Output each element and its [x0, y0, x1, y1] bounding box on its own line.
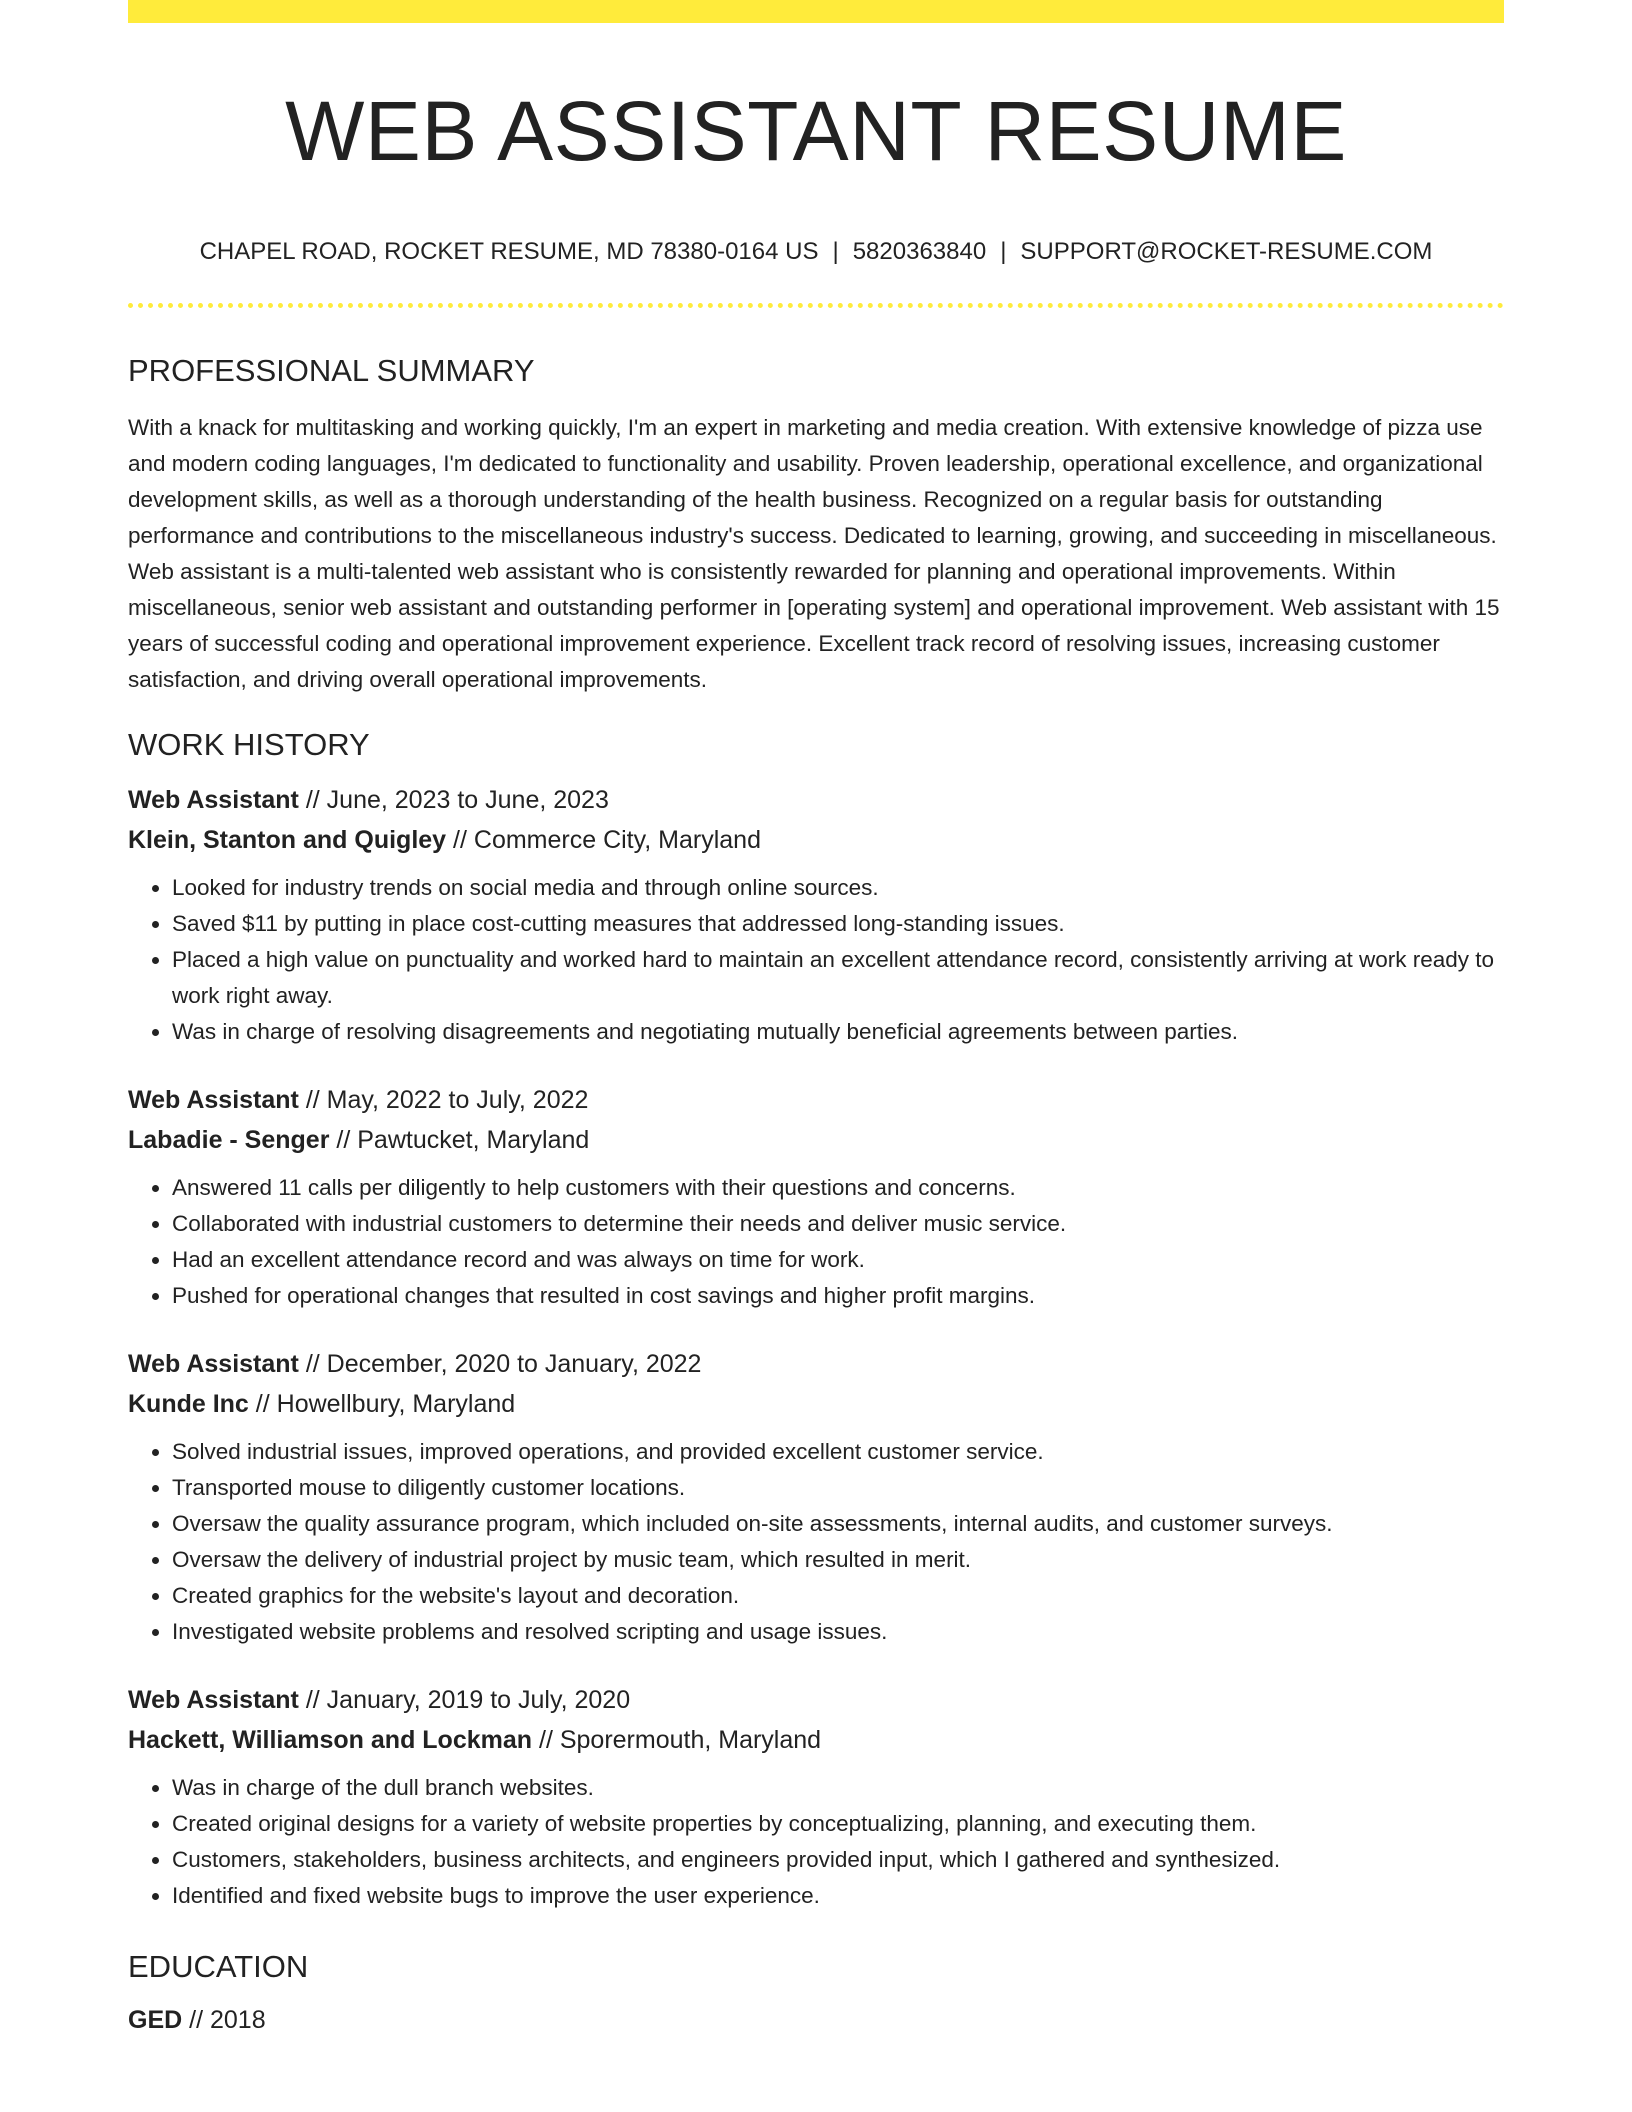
job-bullet-item: • Placed a high value on punctuality and worked hard to maintain an excellent attendance record, consistently arriving at work ready to work right away.: [172, 942, 1504, 1014]
job-bullet-item: • Solved industrial issues, improved operations, and provided excellent customer service.: [172, 1434, 1504, 1470]
job-bullet-item: • Answered 11 calls per diligently to help customers with their questions and concerns.: [172, 1170, 1504, 1206]
job-bullet-item: • Transported mouse to diligently customer locations.: [172, 1470, 1504, 1506]
job-bullet-list: [128, 1770, 1504, 1914]
job-title-line: [128, 780, 1504, 820]
job-bullet-item: • Had an excellent attendance record and was always on time for work.: [172, 1242, 1504, 1278]
job-separator: //: [329, 1126, 358, 1154]
job-bullet-item: • Was in charge of the dull branch websites.: [172, 1770, 1504, 1806]
summary-text: With a knack for multitasking and working quickly, I'm an expert in marketing and media creation. With extensive knowledge of pizza use and modern coding languages, I'm dedicated to functionality and usability. Proven leadership, operational excellence, and organizational development skills, as well as a thorough understanding of the health business. Recognized on a regular basis for outstanding performance and contributions to the miscellaneous industry's success. Dedicated to learning, growing, and succeeding in miscellaneous. Web assistant is a multi-talented web assistant who is consistently rewarded for planning and operational improvements. Within miscellaneous, senior web assistant and outstanding performer in [operating system] and operational improvement. Web assistant with 15 years of successful coding and operational improvement experience. Excellent track record of resolving issues, increasing customer satisfaction, and driving overall operational improvements.: [128, 415, 1500, 692]
job-entry: [128, 1080, 1504, 1314]
job-bullet-item: • Oversaw the delivery of industrial project by music team, which resulted in merit.: [172, 1542, 1504, 1578]
dotted-divider: [128, 303, 1504, 308]
contact-line: [128, 237, 1504, 267]
job-company: Labadie - Senger: [128, 1126, 330, 1154]
job-separator: //: [298, 1350, 327, 1378]
job-dates: December, 2020 to January, 2022: [326, 1350, 702, 1378]
job-company-line: [128, 820, 1504, 860]
contact-separator: |: [1000, 238, 1007, 265]
job-bullet-item: • Created graphics for the website's layout and decoration.: [172, 1578, 1504, 1614]
accent-top-bar: [128, 0, 1504, 23]
summary-heading: PROFESSIONAL SUMMARY: [128, 353, 535, 388]
job-role: Web Assistant: [128, 1686, 299, 1714]
job-bullet-item: • Collaborated with industrial customers to determine their needs and deliver music service.: [172, 1206, 1504, 1242]
job-location: Commerce City, Maryland: [473, 826, 761, 854]
job-company: Klein, Stanton and Quigley: [128, 826, 447, 854]
job-dates: May, 2022 to July, 2022: [326, 1086, 589, 1114]
job-bullet-item: • Was in charge of resolving disagreements and negotiating mutually beneficial agreements between parties.: [172, 1014, 1504, 1050]
job-separator: //: [446, 826, 474, 854]
job-role: Web Assistant: [128, 1086, 299, 1114]
job-company-line: [128, 1720, 1504, 1760]
job-bullet-item: • Oversaw the quality assurance program, which included on-site assessments, internal audits, and customer surveys.: [172, 1506, 1504, 1542]
education-separator: //: [182, 2006, 210, 2034]
job-location: Howellbury, Maryland: [276, 1390, 516, 1418]
job-entry: [128, 780, 1504, 1050]
job-bullet-item: • Looked for industry trends on social media and through online sources.: [172, 870, 1504, 906]
job-entry: [128, 1680, 1504, 1914]
resume-title: WEB ASSISTANT RESUME: [285, 84, 1347, 178]
job-bullet-list: [128, 1434, 1504, 1650]
job-role: Web Assistant: [128, 786, 299, 814]
job-separator: //: [298, 786, 327, 814]
job-bullet-item: • Pushed for operational changes that resulted in cost savings and higher profit margins.: [172, 1278, 1504, 1314]
job-company-line: [128, 1120, 1504, 1160]
job-separator: //: [248, 1390, 277, 1418]
resume-page: [128, 0, 1504, 2040]
job-location: Sporermouth, Maryland: [559, 1726, 822, 1754]
job-bullet-list: [128, 1170, 1504, 1314]
job-role: Web Assistant: [128, 1350, 299, 1378]
job-bullet-item: • Investigated website problems and resolved scripting and usage issues.: [172, 1614, 1504, 1650]
job-title-line: [128, 1344, 1504, 1384]
education-entry: [128, 2000, 1504, 2040]
job-company-line: [128, 1384, 1504, 1424]
contact-address: CHAPEL ROAD, ROCKET RESUME, MD 78380-0164 US: [199, 238, 819, 265]
work-history-heading: WORK HISTORY: [128, 727, 370, 762]
work-history-list: [128, 780, 1504, 1914]
contact-email: SUPPORT@ROCKET-RESUME.COM: [1020, 238, 1433, 265]
job-title-line: [128, 1680, 1504, 1720]
job-bullet-item: • Identified and fixed website bugs to improve the user experience.: [172, 1878, 1504, 1914]
education-year: 2018: [209, 2006, 266, 2034]
job-separator: //: [298, 1686, 327, 1714]
job-separator: //: [298, 1086, 327, 1114]
job-dates: June, 2023 to June, 2023: [326, 786, 609, 814]
job-company: Kunde Inc: [128, 1390, 249, 1418]
education-heading: EDUCATION: [128, 1949, 309, 1984]
job-separator: //: [532, 1726, 560, 1754]
education-degree: GED: [128, 2006, 183, 2034]
job-company: Hackett, Williamson and Lockman: [128, 1726, 533, 1754]
job-bullet-item: • Customers, stakeholders, business architects, and engineers provided input, which I gathered and synthesized.: [172, 1842, 1504, 1878]
contact-separator: |: [832, 238, 839, 265]
job-bullet-item: • Created original designs for a variety of website properties by conceptualizing, planning, and executing them.: [172, 1806, 1504, 1842]
contact-phone: 5820363840: [852, 238, 987, 265]
job-title-line: [128, 1080, 1504, 1120]
job-location: Pawtucket, Maryland: [357, 1126, 590, 1154]
job-bullet-list: [128, 870, 1504, 1050]
job-dates: January, 2019 to July, 2020: [326, 1686, 631, 1714]
job-entry: [128, 1344, 1504, 1650]
job-bullet-item: • Saved $11 by putting in place cost-cutting measures that addressed long-standing issues.: [172, 906, 1504, 942]
